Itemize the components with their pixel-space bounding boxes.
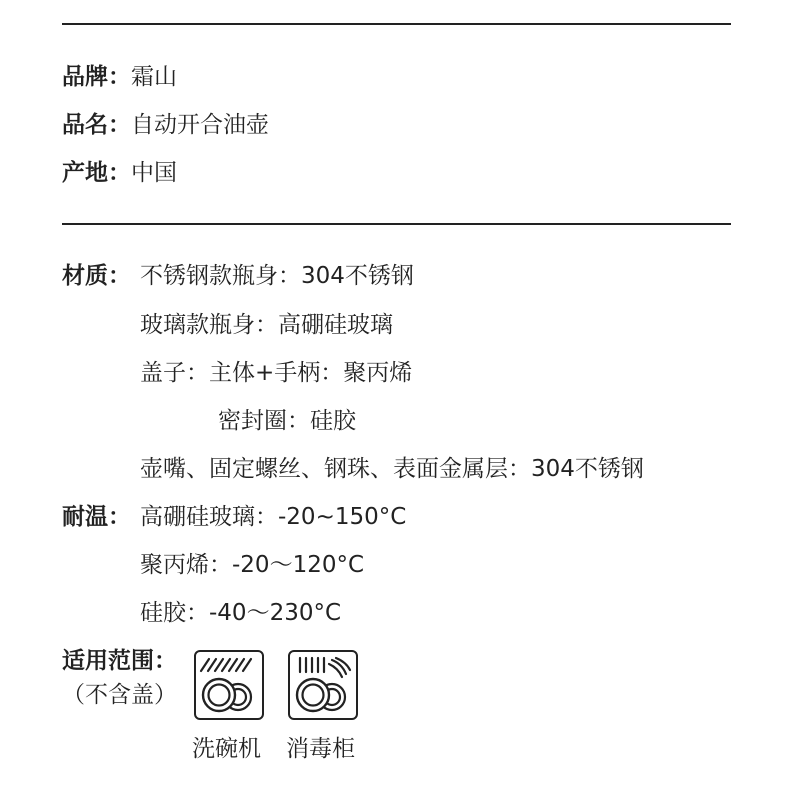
material-parts: 壶嘴、固定螺丝、钢珠、表面金属层：304不锈钢 [140,456,644,482]
material-stainless-body: 不锈钢款瓶身：304不锈钢 [140,263,414,289]
material-glass-body: 玻璃款瓶身：高硼硅玻璃 [140,312,393,338]
origin-label: 产地： [62,160,131,186]
product-name-value: 自动开合油壶 [131,112,269,138]
scope-note: （不含盖） [62,682,177,708]
origin-row [62,158,177,188]
sterilizer-label: 消毒柜 [286,736,355,762]
heat-silicone: 硅胶：-40～230°C [140,600,342,626]
scope-label: 适用范围： [62,648,177,674]
material-lid: 盖子：主体+手柄：聚丙烯 [140,360,413,386]
heat-resistance-label: 耐温： [62,504,131,530]
product-name-label: 品名： [62,112,131,138]
dishwasher-label: 洗碗机 [192,736,261,762]
heat-polypropylene: 聚丙烯：-20～120°C [140,552,365,578]
top-divider [62,23,731,25]
material-label: 材质： [62,263,131,289]
brand-row [62,62,177,92]
middle-divider [62,223,731,225]
dishwasher-icon [194,650,264,720]
origin-value: 中国 [131,160,177,186]
brand-value: 霜山 [131,64,177,90]
heat-glass: 高硼硅玻璃：-20~150°C [140,504,407,530]
brand-label: 品牌： [62,64,131,90]
sterilizer-icon [288,650,358,720]
material-seal: 密封圈：硅胶 [218,408,356,434]
product-name-row [62,110,269,140]
